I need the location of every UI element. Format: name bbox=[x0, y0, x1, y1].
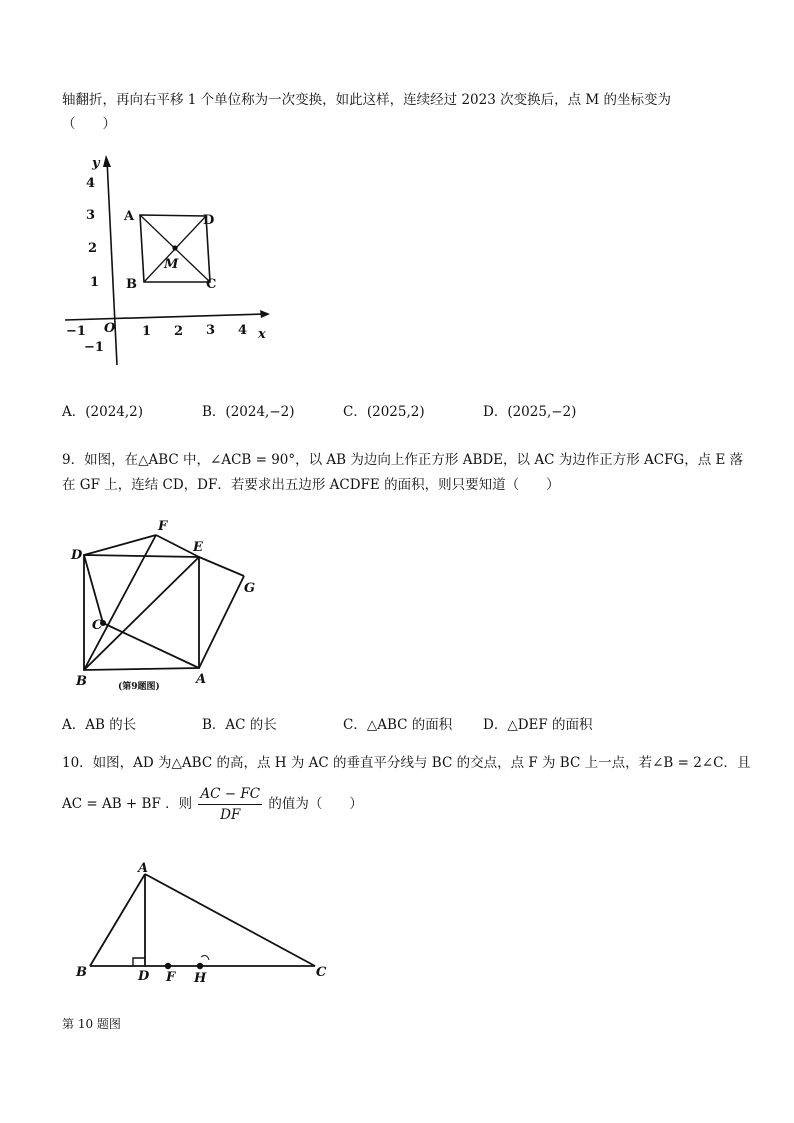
q8-point-m bbox=[172, 245, 177, 250]
q9-option-a[interactable]: A．AB 的长 bbox=[62, 717, 137, 733]
q10-label-a: A bbox=[138, 861, 149, 876]
q8-xtick-4: 4 bbox=[238, 323, 248, 338]
q8-axis-x-label: x bbox=[258, 327, 266, 342]
q8-label-m: M bbox=[164, 257, 179, 272]
q9-label-e: E bbox=[193, 540, 203, 555]
q9-figure bbox=[66, 515, 276, 695]
q10-label-h: H bbox=[194, 971, 207, 986]
q8-option-c[interactable]: C．(2025,2) bbox=[343, 404, 425, 420]
q9-label-d: D bbox=[71, 548, 83, 563]
q8-x-axis bbox=[65, 314, 265, 320]
q8-ytick-2: 2 bbox=[88, 241, 98, 256]
q9-option-d[interactable]: D．△DEF 的面积 bbox=[483, 717, 593, 733]
q10-stem-line2 bbox=[62, 784, 363, 825]
q8-option-d[interactable]: D．(2025,−2) bbox=[483, 404, 577, 420]
q10-equation: AC = AB + BF ．则 bbox=[62, 796, 193, 812]
q8-xtick-1: 1 bbox=[142, 324, 152, 339]
q9-stem-line1: 9．如图，在△ABC 中，∠ACB = 90°，以 AB 为边向上作正方形 ABDE，以 AC 为边作正方形 ACFG，点 E 落 bbox=[62, 452, 744, 468]
q8-label-a: A bbox=[124, 209, 135, 224]
q9-option-c[interactable]: C．△ABC 的面积 bbox=[343, 717, 453, 733]
q8-ytick-4: 4 bbox=[86, 176, 96, 191]
q9-label-b: B bbox=[76, 674, 87, 689]
q8-xtick-2: 2 bbox=[174, 324, 184, 339]
q9-stem-line2: 在 GF 上，连结 CD，DF．若要求出五边形 ACDFE 的面积，则只要知道（ ） bbox=[62, 477, 560, 493]
q9-label-a: A bbox=[196, 672, 207, 687]
q8-ytick-neg1: −1 bbox=[84, 340, 104, 355]
q8-option-a[interactable]: A．(2024,2) bbox=[62, 404, 144, 420]
q8-xtick-3: 3 bbox=[206, 323, 216, 338]
q8-answer-paren: （ ） bbox=[62, 116, 116, 132]
q10-figure bbox=[70, 855, 340, 995]
q9-figure-caption: (第9题图) bbox=[118, 682, 160, 692]
q8-axis-y-label: y bbox=[92, 156, 100, 171]
q8-origin-label: O bbox=[104, 321, 116, 336]
q8-label-b: B bbox=[126, 277, 137, 292]
q10-label-d: D bbox=[138, 969, 150, 984]
q10-question-tail: 的值为（ ） bbox=[268, 796, 363, 812]
q8-label-c: C bbox=[206, 277, 217, 292]
q8-option-b[interactable]: B．(2024,−2) bbox=[202, 404, 295, 420]
q10-label-f: F bbox=[166, 970, 176, 985]
q9-label-f: F bbox=[158, 519, 168, 534]
q10-label-b: B bbox=[76, 965, 87, 980]
q9-label-g: G bbox=[244, 581, 256, 596]
q10-stem-line1: 10．如图，AD 为△ABC 的高，点 H 为 AC 的垂直平分线与 BC 的交点，点 F 为 BC 上一点，若∠B = 2∠C．且 bbox=[62, 755, 751, 771]
q8-coordinate-figure bbox=[60, 150, 280, 370]
q8-ytick-1: 1 bbox=[90, 275, 100, 290]
q10-label-c: C bbox=[316, 965, 327, 980]
q10-fraction-denominator: DF bbox=[220, 807, 241, 823]
q10-fraction-numerator: AC − FC bbox=[198, 784, 262, 805]
q8-ytick-3: 3 bbox=[86, 208, 96, 223]
q8-stem: 轴翻折，再向右平移 1 个单位称为一次变换，如此这样，连续经过 2023 次变换后，点 M 的坐标变为 bbox=[62, 92, 672, 108]
q8-label-d: D bbox=[203, 213, 215, 228]
q9-option-b[interactable]: B．AC 的长 bbox=[202, 717, 277, 733]
q10-fraction bbox=[198, 784, 262, 825]
q8-xtick-neg1: −1 bbox=[66, 324, 86, 339]
q10-figure-caption: 第 10 题图 bbox=[62, 1017, 121, 1031]
q9-label-c: C bbox=[92, 618, 103, 633]
